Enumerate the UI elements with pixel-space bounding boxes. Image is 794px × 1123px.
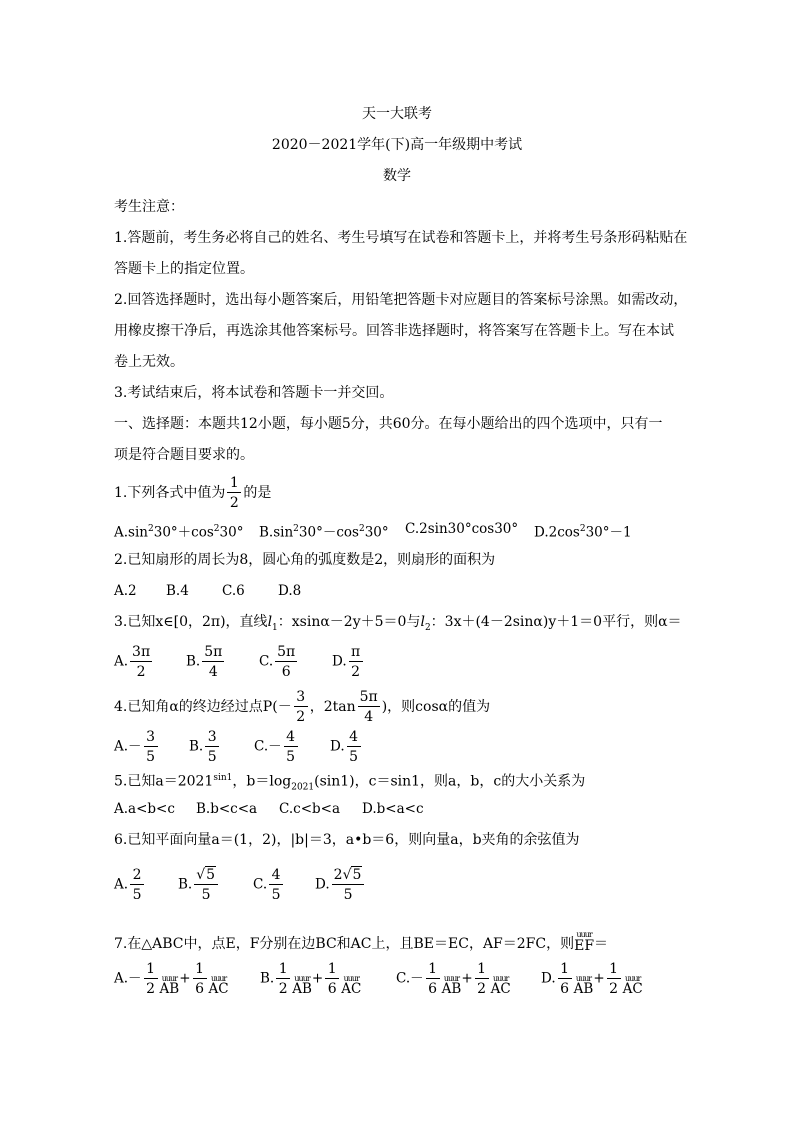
q5-option-c: C.c<b<a	[279, 801, 341, 817]
q6-option-a: A. $\frac{2}{5}$	[114, 868, 146, 902]
q5-option-b: B.b<c<a	[196, 801, 258, 817]
q2-option-d: D.8	[278, 583, 302, 599]
q3-option-c: C. $\frac{5\pi}{6}$	[259, 644, 296, 680]
notice-item2-line3: 卷上无效。	[114, 354, 184, 370]
notice-item1-line1: 1.答题前，考生务必将自己的姓名、考生号填写在试卷和答题卡上，并将考生号条形码粘贴在	[114, 230, 688, 246]
q7-option-b: B. $\frac{1}{2}$ uuur AB + $\frac{1}{6}$ uuur AC	[260, 961, 362, 997]
q2-option-b: B.4	[166, 583, 189, 599]
notice-item3: 3.考试结束后，将本试卷和答题卡一并交回。	[114, 385, 394, 401]
q3-option-d: D. $\frac{\pi}{2}$	[332, 645, 365, 679]
header-org: 天一大联考	[362, 106, 432, 122]
q1-option-c: C.2sin30°cos30°	[405, 521, 519, 537]
q3-option-b: B. $\frac{5\pi}{4}$	[186, 644, 223, 680]
q1-stem: 1.下列各式中值为 $\frac{1}{2}$ 的是	[114, 475, 272, 511]
q3-option-a: A. $\frac{3\pi}{2}$	[114, 644, 151, 680]
q6-option-b: B. $\frac{√5}{5}$	[178, 868, 220, 902]
subject-title: 数学	[383, 168, 411, 184]
q7-stem: 7.在△ABC中，点E，F分别在边BC和AC上，且BE＝EC，AF＝2FC，则 uuur EF ＝	[114, 930, 609, 954]
q2-stem: 2.已知扇形的周长为8，圆心角的弧度数是2，则扇形的面积为	[114, 552, 496, 568]
q2-option-a: A.2	[114, 583, 137, 599]
q1-option-d: $D.2\cos^230^\circ-1$	[534, 524, 632, 541]
notice-item1-line2: 答题卡上的指定位置。	[114, 261, 254, 277]
q6-stem: 6.已知平面向量a＝(1，2)，|b|＝3，a•b＝6，则向量a，b夹角的余弦值为	[114, 832, 580, 848]
q4-option-c: C.－ $\frac{4}{5}$	[254, 730, 300, 764]
q5-option-a: A.a<b<c	[114, 801, 175, 817]
section1-line1: 一、选择题：本题共12小题，每小题5分，共60分。在每小题给出的四个选项中，只有一	[114, 416, 663, 432]
q6-option-d: D. $\frac{2√5}{5}$	[315, 868, 366, 902]
notice-item2-line1: 2.回答选择题时，选出每小题答案后，用铅笔把答题卡对应题目的答案标号涂黑。如需改动，	[114, 292, 688, 308]
q5-option-d: D.b<a<c	[362, 801, 424, 817]
notice-item2-line2: 用橡皮擦干净后，再选涂其他答案标号。回答非选择题时，将答案写在答题卡上。写在本试	[114, 323, 674, 339]
q3-stem: 3.已知x∈[0，2π)，直线$l_1$：xsinα－2y＋5＝0与$l_2$：3x＋(4－2sinα)y＋1＝0平行，则α＝	[114, 614, 682, 633]
q5-stem: 5.已知$a=2021^{sin1}$，$b=\log_{2021}(\sin 1)$，c＝sin1，则a，b，c的大小关系为	[114, 773, 586, 793]
q1-option-a: $A.\sin^230^\circ+\cos^230^\circ$	[114, 524, 244, 541]
notice-title: 考生注意：	[114, 199, 184, 215]
q2-option-c: C.6	[222, 583, 245, 599]
q6-option-c: C. $\frac{4}{5}$	[253, 868, 285, 902]
section1-line2: 项是符合题目要求的。	[114, 447, 254, 463]
q7-option-c: C.－ $\frac{1}{6}$ uuur AB + $\frac{1}{2}$ uuur AC	[396, 961, 511, 997]
q4-option-a: A.－ $\frac{3}{5}$	[114, 730, 160, 764]
q1-option-b: $B.\sin^230^\circ-\cos^230^\circ$	[259, 524, 389, 541]
q7-option-a: A.－ $\frac{1}{2}$ uuur AB + $\frac{1}{6}$ uuur AC	[114, 961, 229, 997]
q4-option-d: D. $\frac{4}{5}$	[330, 730, 363, 764]
exam-title: 2020－2021学年(下)高一年级期中考试	[271, 137, 523, 153]
q7-option-d: D. $\frac{1}{6}$ uuur AB + $\frac{1}{2}$ uuur AC	[541, 961, 643, 997]
q4-option-b: B. $\frac{3}{5}$	[189, 730, 221, 764]
q4-stem: 4.已知角α的终边经过点P(－ $\frac{3}{2}$ ，2tan $\frac{5\pi}{4}$ )，则cosα的值为	[114, 689, 491, 725]
